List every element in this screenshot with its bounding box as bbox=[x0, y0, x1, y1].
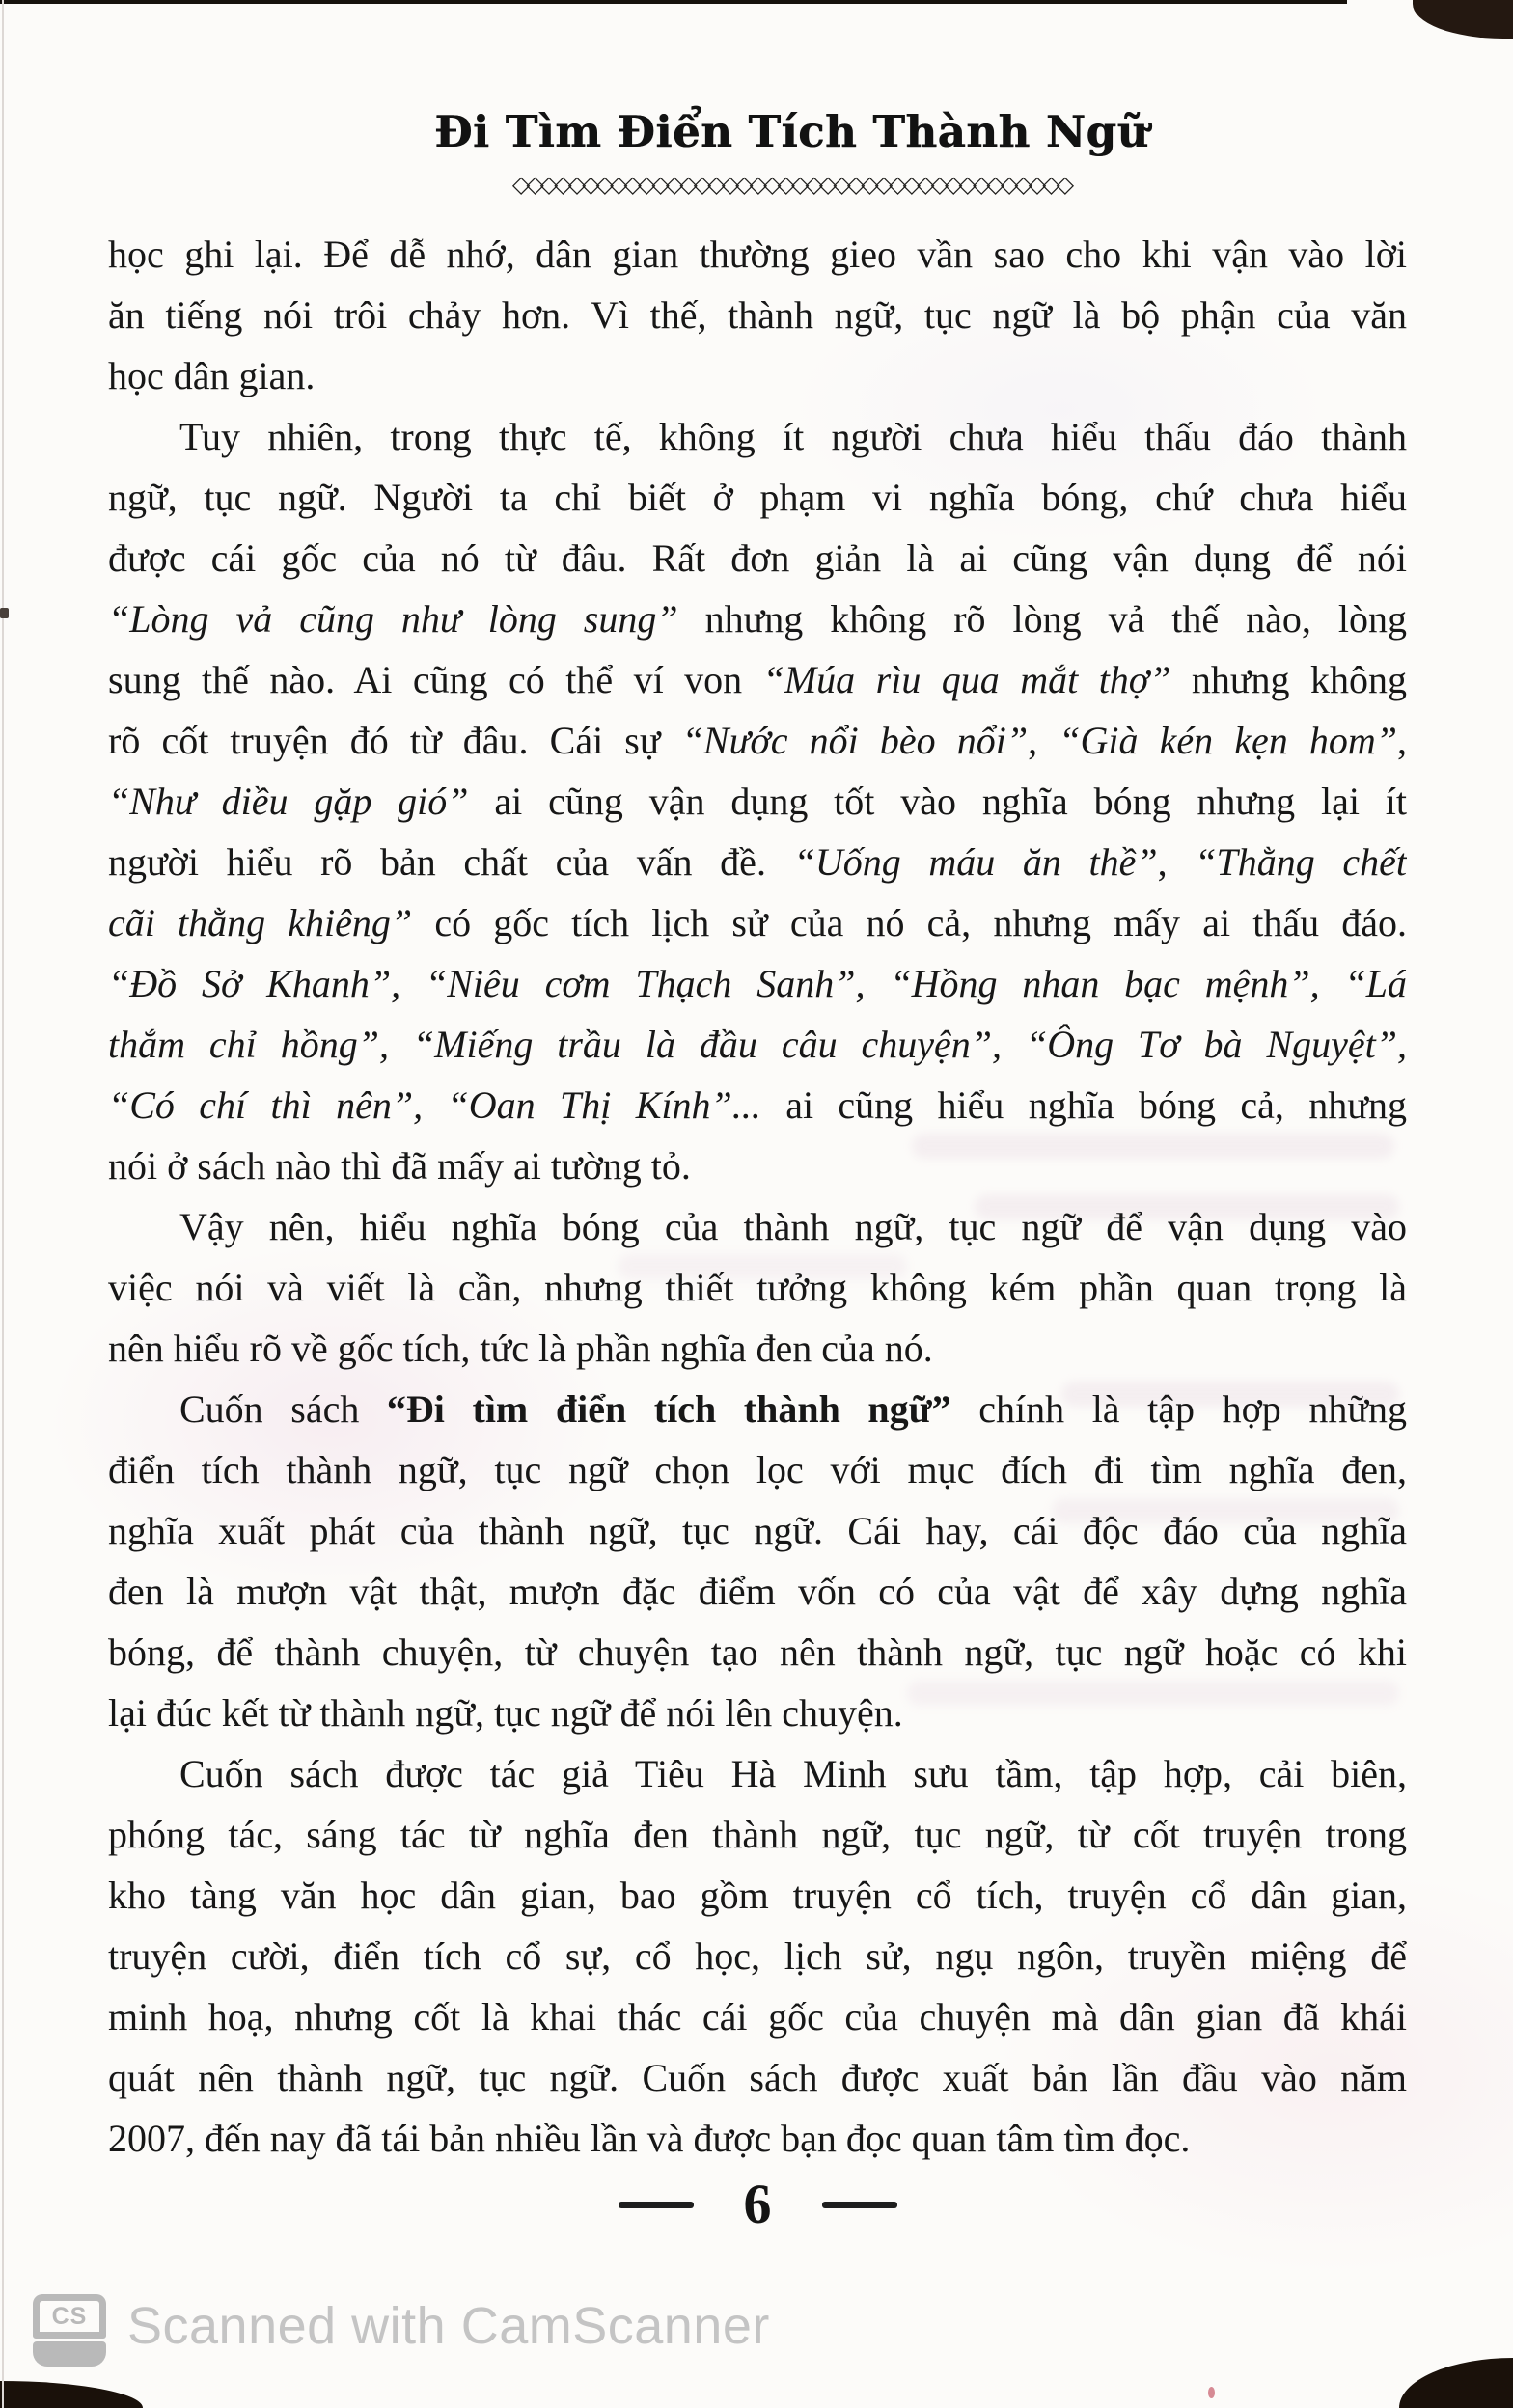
text-segment: “Lòng vả cũng như lòng sung” bbox=[108, 597, 678, 641]
text-segment: , bbox=[1157, 840, 1196, 884]
text-line bbox=[108, 1622, 1407, 1683]
text-segment: “Như diều gặp gió” bbox=[108, 780, 469, 823]
text-segment: ai cũng vận dụng tốt vào nghĩa bóng nhưng lại ít bbox=[468, 780, 1407, 823]
page-body bbox=[108, 224, 1407, 2169]
text-line bbox=[108, 1865, 1407, 1926]
ornament-divider: ◇◇◇◇◇◇◇◇◇◇◇◇◇◇◇◇◇◇◇◇◇◇◇◇◇◇◇◇◇◇◇◇◇◇◇◇◇◇◇◇ bbox=[511, 171, 1071, 198]
text-segment: “Nước nổi bèo nổi” bbox=[681, 719, 1029, 762]
book-title-header: Đi Tìm Điển Tích Thành Ngữ bbox=[434, 106, 1149, 157]
text-line bbox=[108, 771, 1407, 832]
text-line bbox=[108, 285, 1407, 345]
text-line bbox=[108, 1439, 1407, 1500]
text-segment: “Múa rìu qua mắt thợ” bbox=[762, 658, 1171, 701]
text-segment: truyện cười, điển tích cổ sự, cổ học, lịch sử, ngụ ngôn, truyền miệng để bbox=[108, 1934, 1407, 1978]
text-segment: người hiểu rõ bản chất của vấn đề. bbox=[108, 840, 794, 884]
text-line bbox=[108, 1500, 1407, 1561]
text-segment: “Già kén kẹn hom” bbox=[1059, 719, 1398, 762]
text-segment: “Thằng chết bbox=[1195, 840, 1407, 884]
scan-left-edge-artifact bbox=[2, 0, 4, 2408]
text-line bbox=[108, 1986, 1407, 2047]
scan-top-edge-artifact bbox=[0, 0, 1347, 4]
text-segment: việc nói và viết là cần, nhưng thiết tưởng không kém phần quan trọng là bbox=[108, 1266, 1407, 1309]
text-segment: được cái gốc của nó từ đâu. Rất đơn giản là ai cũng vận dụng để nói bbox=[108, 536, 1407, 580]
text-line bbox=[108, 528, 1407, 588]
text-line bbox=[108, 406, 1407, 467]
text-segment: ai cũng hiểu nghĩa bóng cả, nhưng bbox=[760, 1083, 1407, 1127]
camscanner-logo-letters: CS bbox=[51, 2302, 88, 2330]
text-line bbox=[108, 1014, 1407, 1075]
camscanner-logo-icon bbox=[33, 2294, 106, 2367]
text-line bbox=[108, 224, 1407, 285]
text-segment: có gốc tích lịch sử của nó cả, nhưng mấy ai thấu đáo. bbox=[412, 901, 1407, 944]
page-number-block bbox=[108, 2173, 1407, 2235]
scan-corner-bottom-left-artifact bbox=[0, 2381, 143, 2408]
text-line bbox=[108, 467, 1407, 528]
text-segment: sung thế nào. Ai cũng có thể ví von bbox=[108, 658, 763, 701]
text-line bbox=[108, 345, 1407, 406]
text-segment: chính là tập hợp những bbox=[950, 1387, 1407, 1431]
page-number-dash-right bbox=[822, 2202, 897, 2208]
scan-left-tick-artifact bbox=[0, 608, 9, 618]
camscanner-watermark bbox=[33, 2294, 770, 2367]
text-line bbox=[108, 1561, 1407, 1622]
text-segment: cãi thằng khiêng” bbox=[108, 901, 413, 944]
text-line bbox=[108, 1379, 1407, 1439]
text-line bbox=[108, 1196, 1407, 1257]
scan-corner-top-right-artifact bbox=[1413, 0, 1513, 39]
text-segment: Tuy nhiên, trong thực tế, không ít người chưa hiểu thấu đáo thành bbox=[179, 415, 1407, 458]
text-line bbox=[108, 1257, 1407, 1318]
text-segment: Cuốn sách được tác giả Tiêu Hà Minh sưu tầm, tập hợp, cải biên, bbox=[179, 1752, 1407, 1795]
text-segment: thắm chỉ hồng”, “Miếng trầu là đầu câu chuyện”, “Ông Tơ bà Nguyệt”, bbox=[108, 1023, 1407, 1066]
camscanner-logo-box bbox=[33, 2294, 106, 2339]
text-segment: nói ở sách nào thì đã mấy ai tường tỏ. bbox=[108, 1144, 691, 1188]
text-segment: điển tích thành ngữ, tục ngữ chọn lọc với mục đích đi tìm nghĩa đen, bbox=[108, 1448, 1407, 1491]
text-line bbox=[108, 1804, 1407, 1865]
camscanner-logo-tray bbox=[33, 2341, 106, 2367]
page-header bbox=[434, 106, 1148, 198]
scan-speck-artifact bbox=[1208, 2387, 1215, 2398]
text-segment: ngữ, tục ngữ. Người ta chỉ biết ở phạm vi nghĩa bóng, chứ chưa hiểu bbox=[108, 476, 1407, 519]
text-line bbox=[108, 1926, 1407, 1986]
text-line bbox=[108, 649, 1407, 710]
text-line bbox=[108, 2047, 1407, 2108]
watermark-text: Scanned with CamScanner bbox=[127, 2297, 770, 2355]
text-segment: nhưng không bbox=[1170, 658, 1407, 701]
text-segment: đen là mượn vật thật, mượn đặc điểm vốn có của vật để xây dựng nghĩa bbox=[108, 1570, 1407, 1613]
text-segment: nghĩa xuất phát của thành ngữ, tục ngữ. Cái hay, cái độc đáo của nghĩa bbox=[108, 1509, 1407, 1552]
text-segment: Cuốn sách bbox=[179, 1387, 387, 1431]
text-line bbox=[108, 1683, 1407, 1743]
text-line bbox=[108, 2108, 1407, 2169]
text-segment: “Đồ Sở Khanh”, “Niêu cơm Thạch Sanh”, “Hồng nhan bạc mệnh”, “Lá bbox=[108, 962, 1407, 1005]
scan-corner-bottom-right-artifact bbox=[1399, 2358, 1513, 2408]
text-line bbox=[108, 1743, 1407, 1804]
text-segment: “Uống máu ăn thề” bbox=[793, 840, 1158, 884]
text-segment: rõ cốt truyện đó từ đâu. Cái sự bbox=[108, 719, 682, 762]
text-segment: Vậy nên, hiểu nghĩa bóng của thành ngữ, tục ngữ để vận dụng vào bbox=[179, 1205, 1407, 1248]
text-segment: bóng, để thành chuyện, từ chuyện tạo nên thành ngữ, tục ngữ hoặc có khi bbox=[108, 1630, 1407, 1674]
text-line bbox=[108, 1318, 1407, 1379]
text-segment: lại đúc kết từ thành ngữ, tục ngữ để nói lên chuyện. bbox=[108, 1691, 903, 1735]
text-segment: , bbox=[1028, 719, 1059, 762]
text-segment: kho tàng văn học dân gian, bao gồm truyện cổ tích, truyện cổ dân gian, bbox=[108, 1874, 1407, 1917]
text-line bbox=[108, 953, 1407, 1014]
text-segment: quát nên thành ngữ, tục ngữ. Cuốn sách được xuất bản lần đầu vào năm bbox=[108, 2056, 1407, 2099]
text-segment: phóng tác, sáng tác từ nghĩa đen thành ngữ, tục ngữ, từ cốt truyện trong bbox=[108, 1813, 1407, 1856]
text-segment: “Đi tìm điển tích thành ngữ” bbox=[386, 1387, 951, 1431]
text-line bbox=[108, 1136, 1407, 1196]
text-segment: minh hoạ, nhưng cốt là khai thác cái gốc của chuyện mà dân gian đã khái bbox=[108, 1995, 1407, 2039]
text-line bbox=[108, 588, 1407, 649]
text-segment: nên hiểu rõ về gốc tích, tức là phần nghĩa đen của nó. bbox=[108, 1327, 933, 1370]
text-line bbox=[108, 832, 1407, 892]
text-line bbox=[108, 1075, 1407, 1136]
text-segment: 2007, đến nay đã tái bản nhiều lần và được bạn đọc quan tâm tìm đọc. bbox=[108, 2117, 1191, 2160]
text-line bbox=[108, 892, 1407, 953]
text-segment: “Có chí thì nên”, “Oan Thị Kính”... bbox=[108, 1083, 761, 1127]
text-segment: học ghi lại. Để dễ nhớ, dân gian thường gieo vần sao cho khi vận vào lời bbox=[108, 233, 1407, 276]
text-segment: học dân gian. bbox=[108, 354, 316, 397]
text-segment: , bbox=[1397, 719, 1407, 762]
page-number: 6 bbox=[743, 2173, 772, 2235]
text-segment: ăn tiếng nói trôi chảy hơn. Vì thế, thành ngữ, tục ngữ là bộ phận của văn bbox=[108, 293, 1407, 337]
text-segment: nhưng không rõ lòng vả thế nào, lòng bbox=[677, 597, 1407, 641]
text-line bbox=[108, 710, 1407, 771]
page-number-dash-left bbox=[619, 2202, 694, 2208]
